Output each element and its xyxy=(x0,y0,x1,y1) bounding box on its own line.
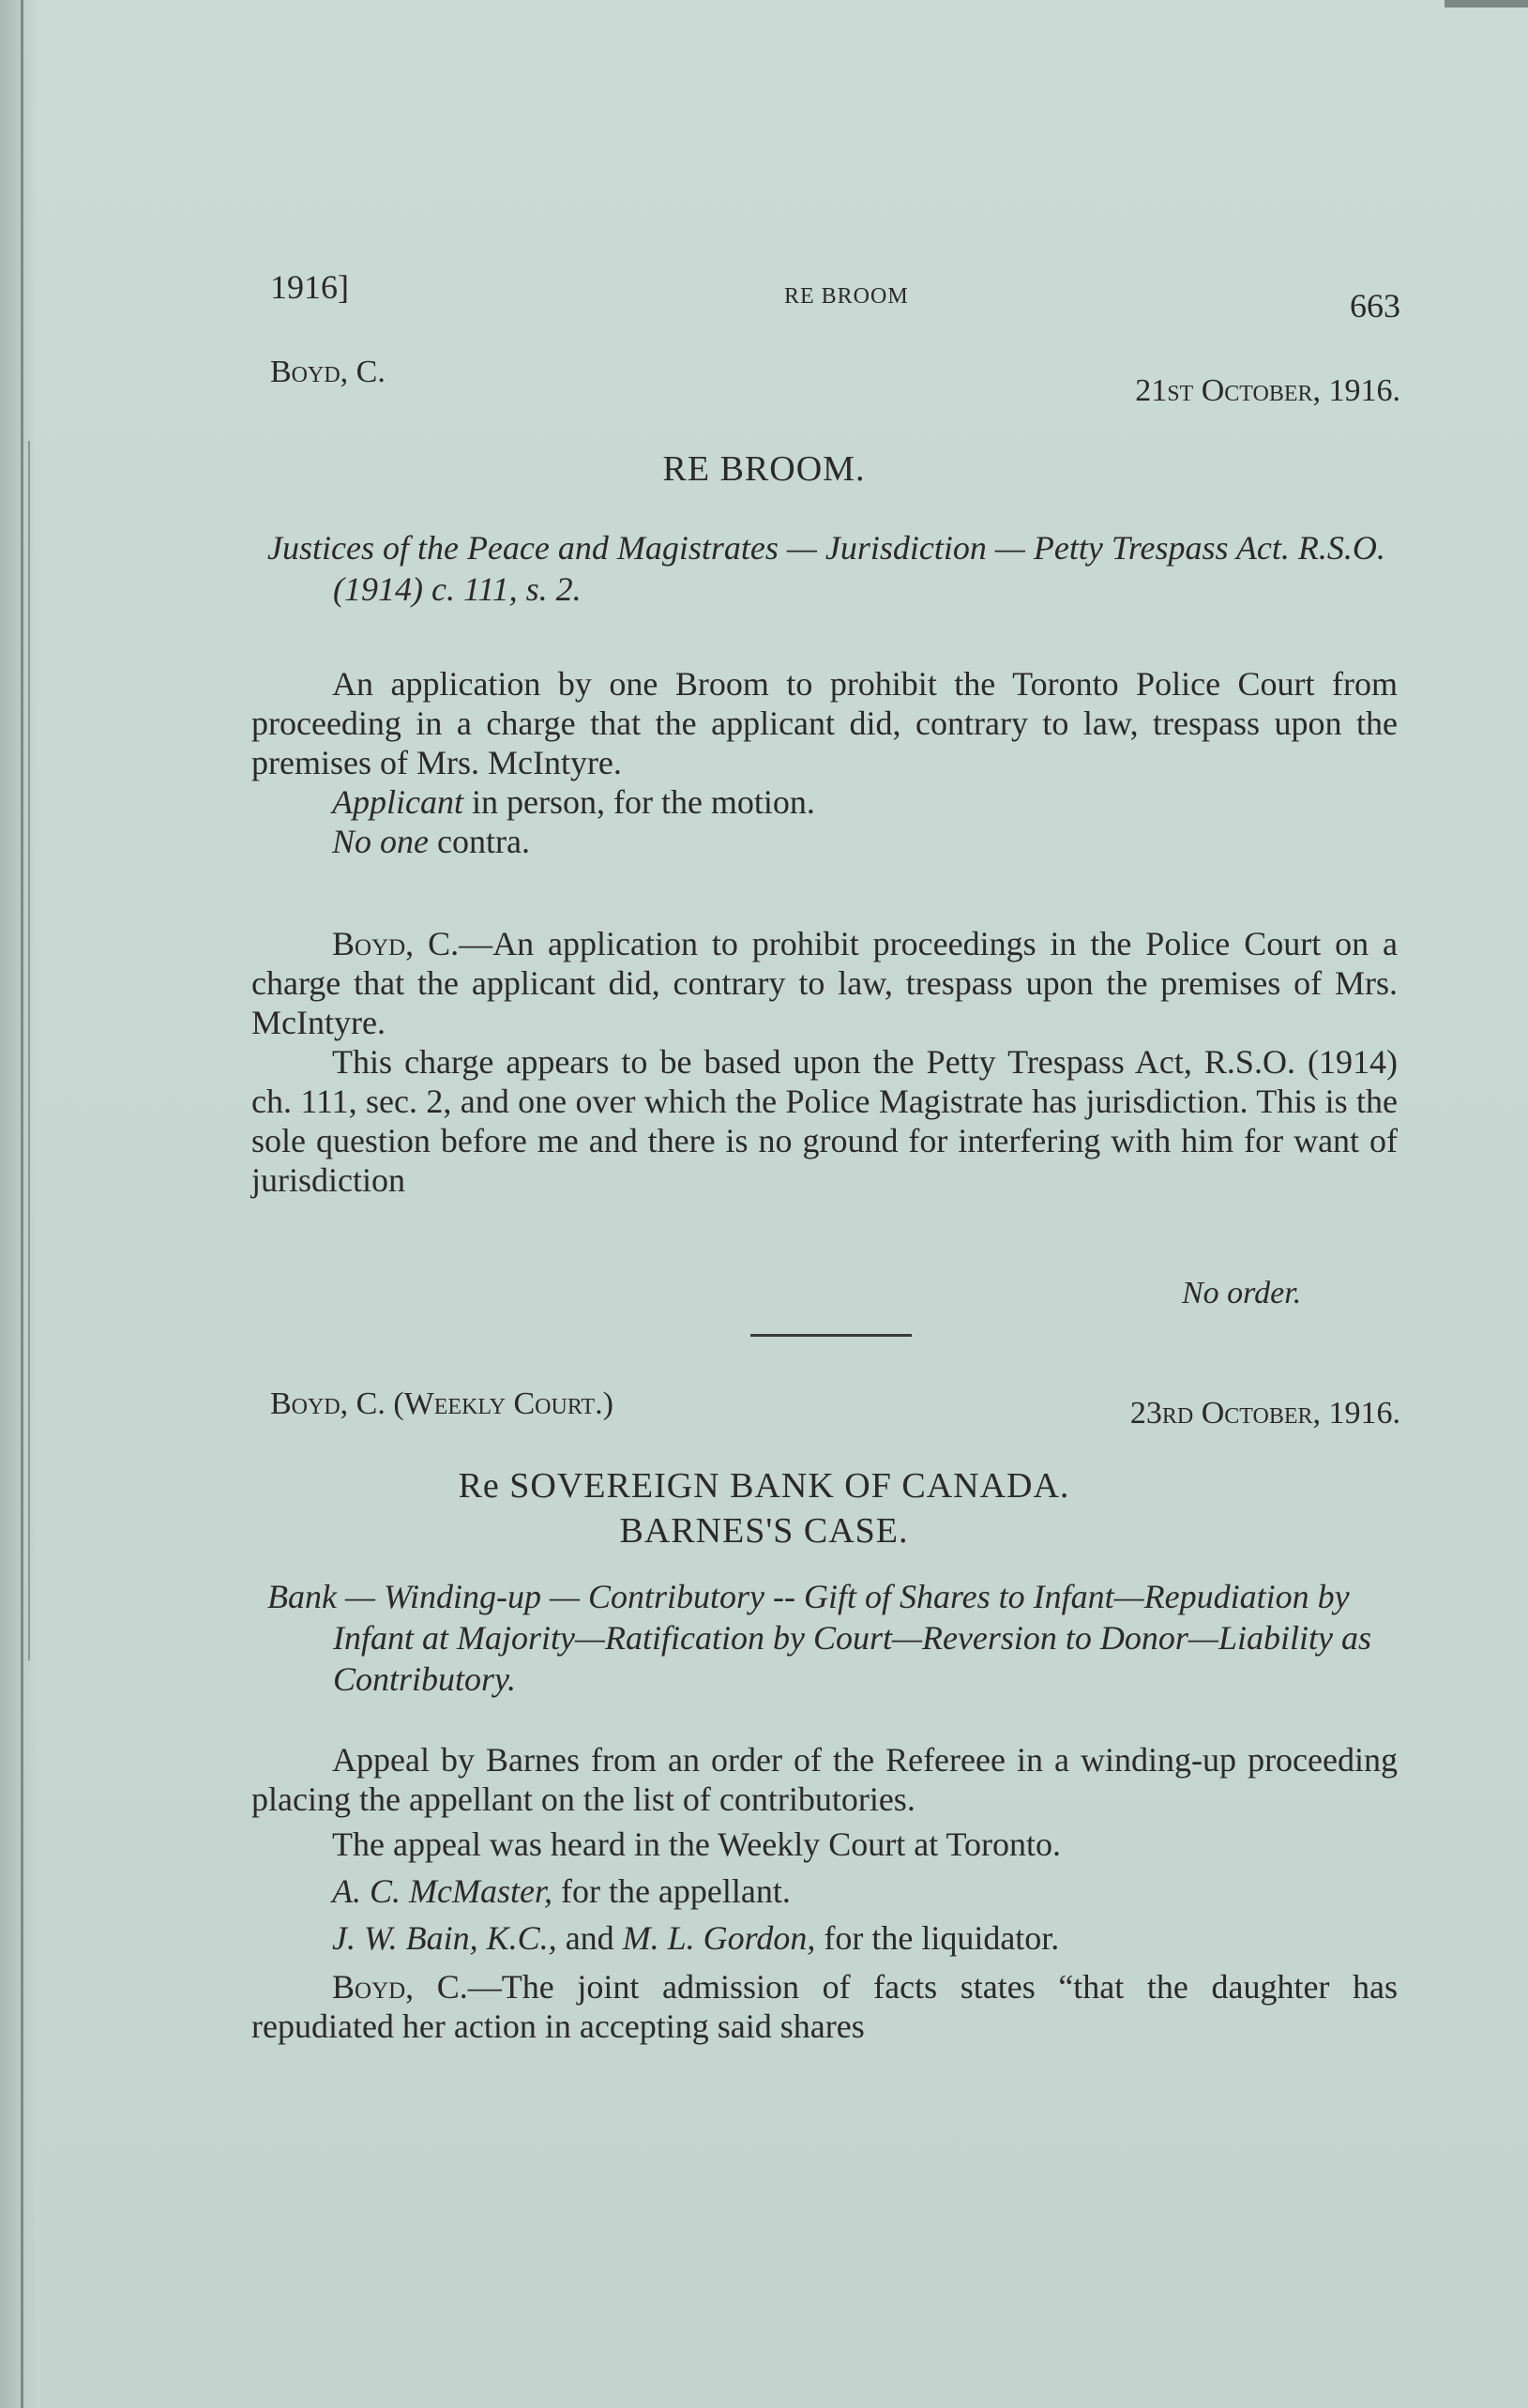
case2-heard: The appeal was heard in the Weekly Court at Toronto. xyxy=(332,1825,1062,1863)
book-spine xyxy=(0,0,38,2408)
case1-judgment-para-1 xyxy=(251,924,1398,1042)
section-divider xyxy=(750,1334,912,1337)
case1-judge: Boyd, C. xyxy=(270,355,386,389)
page-edge-shadow xyxy=(1445,0,1528,8)
case1-headnote-text: Justices of the Peace and Magistrates — Jurisdiction — Petty Trespass Act. R.S.O. (1914) c. 111, s. 2. xyxy=(267,529,1385,608)
case2-judgment-text-1: —The joint admission of facts states “that the daughter has repudiated her action in accepting said shares xyxy=(251,1968,1399,2045)
case1-counsel-contra-name: No one xyxy=(332,823,429,860)
case2-judge-date-row xyxy=(270,1386,1400,1433)
running-header xyxy=(270,267,1400,324)
case2-date: 23rd October, 1916. xyxy=(1129,1396,1400,1431)
case2-judgment-judge: Boyd, C. xyxy=(332,1968,468,2006)
case2-counsel-liquidator-role: for the liquidator. xyxy=(815,1919,1060,1957)
case2-counsel-liquidator-name-b: M. L. Gordon, xyxy=(622,1919,816,1957)
case1-counsel-applicant-role: in person, for the motion. xyxy=(462,783,815,821)
case1-counsel-contra xyxy=(251,822,1398,861)
case2-counsel-liquidator-name-a: J. W. Bain, K.C., xyxy=(332,1919,557,1957)
case1-judge-date-row xyxy=(270,355,1400,408)
header-page-number: 663 xyxy=(1350,287,1400,325)
case1-disposition: No order. xyxy=(1182,1276,1302,1310)
case1-judgment-text-1: —An application to prohibit proceedings in the Police Court on a charge that the applicant did, contrary to law, trespass upon the premises of Mrs. McIntyre. xyxy=(251,925,1398,1041)
case1-counsel-contra-role: contra. xyxy=(429,823,530,860)
case1-headnote xyxy=(267,527,1410,610)
case2-appeal: Appeal by Barnes from an order of the Refereee in a winding-up proceeding placing the appellant on the list of contributories. xyxy=(251,1741,1398,1818)
case1-judgment xyxy=(251,924,1398,1200)
case1-counsel-applicant xyxy=(251,782,1398,822)
case1-counsel-applicant-name: Applicant xyxy=(332,783,463,821)
case1-statement xyxy=(251,664,1398,861)
case2-counsel-appellant-name: A. C. McMaster, xyxy=(332,1872,552,1910)
spine-shadow-line xyxy=(21,0,23,2408)
case2-statement xyxy=(251,1740,1398,2046)
case1-judgment-judge: Boyd, C. xyxy=(332,925,460,962)
case1-application: An application by one Broom to prohibit the Toronto Police Court from proceeding in a charge that the applicant did, contrary to law, trespass upon the premises of Mrs. McIntyre. xyxy=(251,665,1398,781)
case1-date: 21st October, 1916. xyxy=(1135,373,1400,408)
case2-counsel-appellant xyxy=(251,1871,1398,1911)
case2-judgment-para-1 xyxy=(251,1967,1398,2046)
case2-counsel-liquidator xyxy=(251,1918,1398,1958)
case2-headnote-text: Bank — Winding-up — Contributory -- Gift of Shares to Infant—Repudiation by Infant at Majority—Ratification by Court—Reversion to Donor—Liability as Contributory. xyxy=(267,1578,1371,1698)
case2-title-line-1: Re SOVEREIGN BANK OF CANADA. xyxy=(458,1466,1070,1506)
header-running-title: RE BROOM xyxy=(784,284,909,309)
case1-judgment-para-2: This charge appears to be based upon the Petty Trespass Act, R.S.O. (1914) ch. 111, sec. 2, and one over which the Police Magistrate has jurisdiction. This is the sole question before me and there is no ground for interfering with him for want of jurisdiction xyxy=(251,1043,1398,1199)
case2-title-line-2: BARNES'S CASE. xyxy=(619,1511,909,1551)
case2-headnote xyxy=(267,1576,1410,1700)
header-year: 1916] xyxy=(270,268,349,306)
case2-counsel-appellant-role: for the appellant. xyxy=(552,1872,791,1910)
case1-title: RE BROOM. xyxy=(662,449,866,489)
case2-counsel-liquidator-and: and xyxy=(556,1919,623,1957)
case2-judge: Boyd, C. (Weekly Court.) xyxy=(270,1386,613,1421)
